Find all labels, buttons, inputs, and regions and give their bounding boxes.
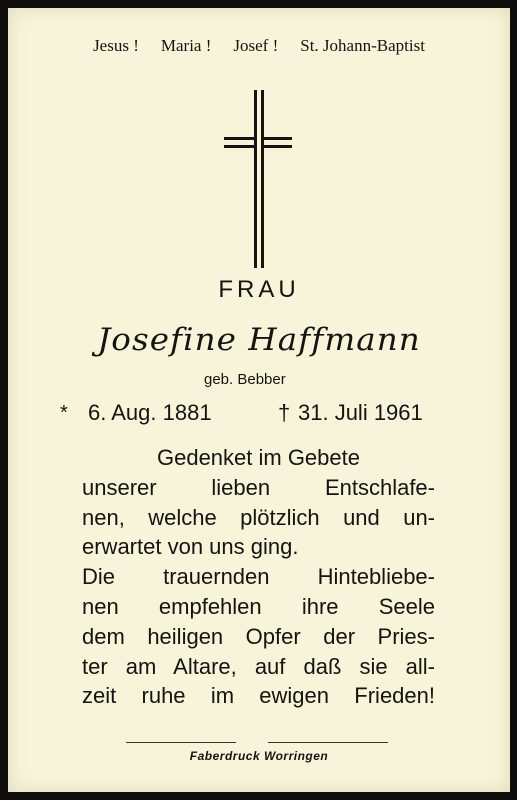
invocation-jesus: Jesus ! [93, 36, 139, 55]
prayer-line: Die trauernden Hintebliebe- [82, 564, 435, 590]
cross-icon [218, 90, 298, 268]
invocation-maria: Maria ! [160, 36, 212, 55]
prayer-line: nen empfehlen ihre Seele [82, 593, 435, 619]
divider-right [268, 742, 388, 743]
invocation-johann-baptist: St. Johann-Baptist [300, 36, 425, 55]
prayer-line: Gedenket im Gebete [156, 445, 360, 470]
prayer-line: nen, welche plötzlich und un- [82, 504, 435, 530]
printer-credit: Faberdruck Worringen [189, 749, 329, 763]
prayer-text [82, 443, 435, 711]
birth-mark: * [60, 402, 68, 424]
prayer-line: unserer lieben Entschlafe- [82, 474, 435, 500]
prayer-line: zeit ruhe im ewigen Frieden! [82, 683, 435, 709]
maiden-name: geb. Bebber [204, 371, 286, 388]
title-frau: FRAU [218, 276, 300, 303]
death-mark: † [278, 400, 291, 425]
death-date: 31. Juli 1961 [298, 400, 423, 425]
memorial-card [8, 8, 510, 792]
invocation-josef: Josef ! [233, 36, 279, 55]
prayer-line: ter am Altare, auf daß sie all- [82, 653, 435, 679]
birth-date: 6. Aug. 1881 [88, 400, 212, 425]
prayer-line: erwartet von uns ging. [82, 534, 299, 560]
deceased-name: Josefine Haffmann [97, 322, 421, 358]
divider-left [126, 742, 236, 743]
prayer-line: dem heiligen Opfer der Pries- [82, 623, 435, 649]
invocation-line [8, 36, 510, 56]
